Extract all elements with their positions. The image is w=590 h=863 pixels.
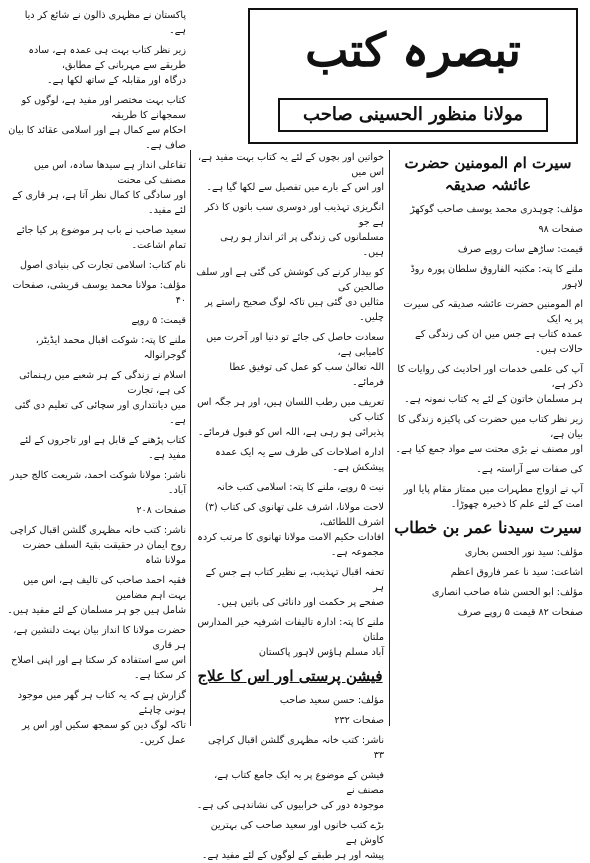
paragraph (393, 605, 583, 620)
text-line: درگاہ اور مقابلہ کے ساتھ لکھا ہے۔ (47, 75, 186, 86)
text-line: احکام سے کمال ہے اور اسلامی عقائد کا بیان صاف ہے۔ (8, 125, 186, 151)
text-line: مثالیں دی گئی ہیں تاکہ لوگ صحیح راستے پر چلیں۔ (204, 297, 384, 323)
text-line: اشاعت: سید نا عمر فاروق اعظم (450, 567, 583, 578)
paragraph (393, 297, 583, 357)
left-body (6, 8, 186, 748)
text-line: انگریزی تہذیب اور دوسری سب باتوں کا ذکر ہے جو (204, 202, 384, 228)
paragraph (6, 223, 186, 253)
text-line: قیمت: ساڑھے سات روپے صرف (457, 244, 583, 255)
paragraph (6, 278, 186, 308)
text-line: ناشر: کتب خانہ مظہری گلشن اقبال کراچی ۳۳ (207, 735, 384, 761)
text-line: زیر نظر کتاب بہت ہی عمدہ ہے، سادہ طریقے سے مہربانی کے مطابق، (28, 45, 186, 71)
text-line: کتاب پڑھنے کے قابل ہے اور تاجروں کے لئے مفید ہے۔ (19, 435, 186, 461)
paragraph (196, 565, 384, 610)
paragraph (393, 202, 583, 217)
text-line: صفحات ۲۰۸ (136, 505, 186, 516)
paragraph (6, 368, 186, 428)
paragraph (6, 333, 186, 363)
text-line: آباد مسلم ہاؤس لاہور پاکستان (258, 647, 384, 658)
text-line: پیشہ اور ہر طبقے کے لوگوں کے لئے مفید ہے۔ (201, 850, 384, 861)
text-line: آپ نے ازواج مطہرات میں ممتاز مقام پایا اور (403, 484, 583, 495)
text-line: ادارہ اصلاحات کی طرف سے یہ ایک عمدہ پیشکش ہے۔ (215, 447, 384, 473)
text-line: روح ایمان در حقیقت بقیۃ السلف حضرت مولانا شاہ (22, 540, 186, 566)
text-line: آپ کی علمی خدمات اور احادیث کی روایات کا ذکر ہے، (397, 364, 583, 390)
paragraph (6, 573, 186, 618)
paragraph (196, 818, 384, 863)
paragraph (393, 462, 583, 477)
text-line: گزارش ہے کہ یہ کتاب ہر گھر میں موجود ہونی چاہئے (17, 690, 186, 716)
paragraph (196, 500, 384, 560)
text-line: ام المومنین حضرت عائشہ صدیقہ کی سیرت پر یہ ایک (403, 299, 583, 325)
text-line: پاکستان نے مظہری ذالون نے شائع کر دیا ہے۔ (24, 10, 186, 36)
paragraph (6, 503, 186, 518)
text-line: عمدہ کتاب ہے جس میں ان کی زندگی کے حالات ہیں۔ (415, 329, 583, 355)
text-line: کی صفات سے آراستہ ہے۔ (476, 464, 583, 475)
text-line: ناشر: مولانا شوکت احمد، شریعت کالج حیدر آباد۔ (9, 470, 186, 496)
text-line: اسلام نے زندگی کے ہر شعبے میں رہنمائی کی ہے، تجارت (19, 370, 186, 396)
paragraph (196, 615, 384, 660)
text-line: بڑے کتب خانوں اور سعید صاحب کی بہترین کاوش ہے (210, 820, 384, 846)
paragraph (196, 480, 384, 495)
paragraph (393, 242, 583, 257)
section-heading: سیرت ام المومنین حضرت عائشہ صدیقہ (404, 154, 572, 194)
text-line: تاکہ لوگ دین کو سمجھ سکیں اور اس پر عمل کریں۔ (21, 720, 186, 746)
text-line: مؤلف: ابو الحسن شاہ صاحب انصاری (431, 587, 583, 598)
text-line: کو بیدار کرنے کی کوشش کی گئی ہے اور سلف صالحین کی (196, 267, 384, 293)
paragraph (6, 468, 186, 498)
left-column (6, 8, 186, 746)
text-line: سعید صاحب نے باب ہر موضوع پر کیا جائے تمام اشاعت۔ (16, 225, 186, 251)
text-line: میں دیانتداری اور سچائی کی تعلیم دی گئی ہے۔ (14, 400, 186, 426)
right-body (393, 202, 583, 512)
text-line: فیشن کے موضوع پر یہ ایک جامع کتاب ہے، مصنف نے (214, 770, 384, 796)
middle-column (196, 150, 384, 861)
paragraph (6, 158, 186, 218)
paragraph (393, 362, 583, 407)
text-line: اور اس کے بارے میں تفصیل سے لکھا گیا ہے۔ (206, 182, 384, 193)
text-line: تحفہ اقبال تہذیب، بے نظیر کتاب ہے جس کے ہر (205, 567, 384, 593)
middle-body-2 (196, 693, 384, 863)
text-line: سعادت حاصل کی جائے تو دنیا اور آخرت میں کامیابی ہے، (206, 332, 384, 358)
text-line: تعریف میں رطب اللسان ہیں، اور ہر جگہ اس کتاب کی (197, 397, 384, 423)
column-divider (389, 150, 390, 726)
right-column (393, 150, 583, 618)
section-heading: فیشن پرستی اور اس کا علاج (197, 667, 383, 685)
text-line: مؤلف: مولانا محمد یوسف قریشی، صفحات ۴۰ (12, 280, 186, 306)
text-line: تفاعلی انداز ہے سیدھا سادہ، اس میں مصنف کی محنت (33, 160, 186, 186)
text-line: ہر مسلمان خاتون کے لئے یہ کتاب نمونہ ہے۔ (404, 394, 583, 405)
text-line: اس سے استفادہ کر سکتا ہے اور اپنی اصلاح کر سکتا ہے۔ (11, 655, 186, 681)
text-line: ملنے کا پتہ: شوکت اقبال محمد ایڈیٹر، گوجرانوالہ (35, 335, 186, 361)
text-line: لاحت مولانا، اشرف علی تھانوی کی کتاب (۳) اشرف اللطائف، (204, 502, 384, 528)
paragraph (6, 313, 186, 328)
text-line: کتاب بہت مختصر اور مفید ہے، لوگوں کو سمجھانے کا طریقہ (21, 95, 186, 121)
text-line: مؤلف: سید نور الحسن بخاری (464, 547, 583, 558)
paragraph (196, 445, 384, 475)
text-line: شامل ہیں جو ہر مسلمان کے لئے مفید ہیں۔ (7, 605, 186, 616)
paragraph (6, 433, 186, 463)
page-title: تبصرہ کتب (305, 23, 521, 77)
text-line: خواتین اور بچوں کے لئے یہ کتاب بہت مفید ہے، اس میں (198, 152, 384, 178)
paragraph (393, 545, 583, 560)
paragraph (196, 265, 384, 325)
text-line: اور سادگی کا کمال نظر آتا ہے، ہر قاری کے لئے مفید۔ (12, 190, 186, 216)
paragraph (393, 262, 583, 292)
paragraph (196, 713, 384, 728)
paragraph (6, 43, 186, 88)
text-line: صفحات ۹۸ (538, 224, 583, 235)
text-line: ملنے کا پتہ: مکتبہ الفاروق سلطان پورہ روڈ لاہور (410, 264, 583, 290)
text-line: مؤلف: چوہدری محمد یوسف صاحب گوکھڑ (410, 204, 583, 215)
text-line: پذیرائی ہو رہی ہے، اللہ اس کو قبول فرمائے۔ (197, 427, 384, 438)
paragraph (6, 623, 186, 683)
right-body-2 (393, 545, 583, 620)
text-line: اللہ تعالیٰ سب کو عمل کی توفیق عطا فرمائے۔ (229, 362, 384, 388)
masthead-box (248, 8, 578, 144)
text-line: حضرت مولانا کا انداز بیان بہت دلنشین ہے، ہر قاری (13, 625, 186, 651)
middle-body (196, 150, 384, 660)
paragraph (196, 693, 384, 708)
paragraph (196, 200, 384, 260)
text-line: نیت ۵ روپے، ملنے کا پتہ: اسلامی کتب خانہ (216, 482, 384, 493)
column-divider (190, 150, 191, 726)
text-line: ملنے کا پتہ: ادارہ تالیفات اشرفیہ خیر المدارس ملتان (197, 617, 384, 643)
paragraph (393, 565, 583, 580)
paragraph (6, 258, 186, 273)
paragraph (6, 8, 186, 38)
text-line: صفحات ۸۲ قیمت ۵ روپے صرف (457, 607, 583, 618)
text-line: مؤلف: حسن سعید صاحب (279, 695, 384, 706)
text-line: اور مصنف نے بڑی محنت سے مواد جمع کیا ہے۔ (395, 444, 583, 455)
text-line: مسلمانوں کی زندگی پر اثر انداز ہو رہی ہیں۔ (220, 232, 384, 258)
paragraph (393, 412, 583, 457)
author-byline: مولانا منظور الحسینی صاحب (278, 98, 548, 132)
text-line: افادات حکیم الامت مولانا تھانوی کا مرتب کردہ مجموعہ ہے۔ (197, 532, 384, 558)
paragraph (196, 768, 384, 813)
text-line: فقیہ احمد صاحب کی تالیف ہے، اس میں بہت اہم مضامین (23, 575, 186, 601)
paragraph (393, 222, 583, 237)
paragraph (6, 523, 186, 568)
paragraph (6, 688, 186, 748)
text-line: ناشر: کتب خانہ مظہری گلشن اقبال کراچی (9, 525, 186, 536)
section-heading: سیرت سیدنا عمر بن خطاب (394, 518, 582, 537)
paragraph (196, 733, 384, 763)
text-line: قیمت: ۵ روپے (131, 315, 186, 326)
text-line: نام کتاب: اسلامی تجارت کی بنیادی اصول (20, 260, 186, 271)
paragraph (196, 330, 384, 390)
text-line: موجودہ دور کی خرابیوں کی نشاندہی کی ہے۔ (196, 800, 384, 811)
text-line: صفحات ۲۳۲ (334, 715, 384, 726)
paragraph (393, 585, 583, 600)
text-line: صفحے پر حکمت اور دانائی کی باتیں ہیں۔ (216, 597, 384, 608)
paragraph (6, 93, 186, 153)
text-line: امت کے لئے علم کا ذخیرہ چھوڑا۔ (450, 499, 583, 510)
paragraph (393, 482, 583, 512)
text-line: زیر نظر کتاب میں حضرت کی پاکیزہ زندگی کا بیان ہے، (397, 414, 583, 440)
paragraph (196, 395, 384, 440)
paragraph (196, 150, 384, 195)
